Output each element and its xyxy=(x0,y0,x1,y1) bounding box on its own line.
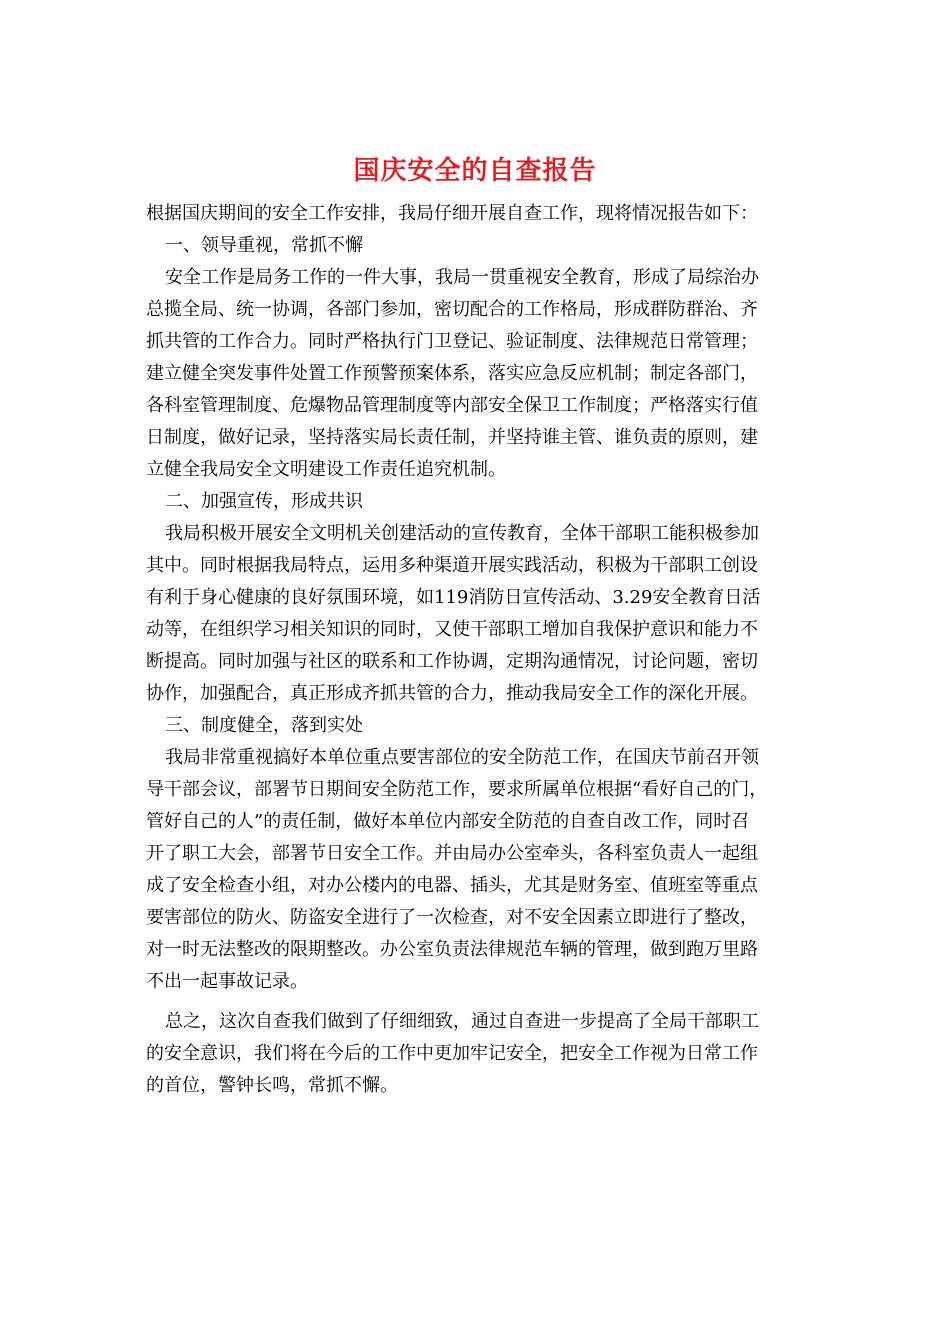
section-heading-2: 二、加强宣传，形成共识 xyxy=(165,491,363,512)
conclusion-line: 总之，这次自查我们做到了仔细细致，通过自查进一步提高了全局干部职工 xyxy=(165,1011,759,1032)
section-1-line: 建立健全突发事件处置工作预警预案体系，落实应急反应机制；制定各部门， xyxy=(146,363,758,384)
section-1-line: 日制度，做好记录，坚持落实局长责任制，并坚持谁主管、谁负责的原则，建 xyxy=(146,427,758,448)
section-2-line: 断提高。同时加强与社区的联系和工作协调，定期沟通情况，讨论问题，密切 xyxy=(146,651,758,672)
section-2-line: 我局积极开展安全文明机关创建活动的宣传教育，全体干部职工能积极参加 xyxy=(165,523,759,544)
section-heading-3: 三、制度健全，落到实处 xyxy=(165,715,363,736)
section-1-line: 立健全我局安全文明建设工作责任追究机制。 xyxy=(146,459,506,480)
section-3-line: 要害部位的防火、防盗安全进行了一次检查，对不安全因素立即进行了整改， xyxy=(146,907,758,928)
section-2-line: 有利于身心健康的良好氛围环境，如119消防日宣传活动、3.29安全教育日活 xyxy=(146,587,761,608)
conclusion-line: 的安全意识，我们将在今后的工作中更加牢记安全，把安全工作视为日常工作 xyxy=(146,1043,758,1064)
section-1-line: 各科室管理制度、危爆物品管理制度等内部安全保卫工作制度；严格落实行值 xyxy=(146,395,758,416)
paragraph-gap xyxy=(146,998,806,1006)
section-1-line: 安全工作是局务工作的一件大事，我局一贯重视安全教育，形成了局综治办 xyxy=(165,267,759,288)
document-title: 国庆安全的自查报告 xyxy=(353,156,597,186)
section-1-line: 抓共管的工作合力。同时严格执行门卫登记、验证制度、法律规范日常管理； xyxy=(146,331,758,352)
section-3-line: 导干部会议，部署节日期间安全防范工作，要求所属单位根据“看好自己的门， xyxy=(146,779,768,800)
section-3-line: 我局非常重视搞好本单位重点要害部位的安全防范工作，在国庆节前召开领 xyxy=(165,747,759,768)
section-3-line: 开了职工大会，部署节日安全工作。并由局办公室牵头，各科室负责人一起组 xyxy=(146,843,758,864)
section-2-line: 协作，加强配合，真正形成齐抓共管的合力，推动我局安全工作的深化开展。 xyxy=(146,683,758,704)
intro-paragraph: 根据国庆期间的安全工作安排，我局仔细开展自查工作，现将情况报告如下： xyxy=(146,203,758,224)
section-3-line: 不出一起事故记录。 xyxy=(146,971,308,992)
section-2-line: 动等，在组织学习相关知识的同时，又使干部职工增加自我保护意识和能力不 xyxy=(146,619,758,640)
section-3-line: 对一时无法整改的限期整改。办公室负责法律规范车辆的管理，做到跑万里路 xyxy=(146,939,758,960)
section-1-line: 总揽全局、统一协调，各部门参加，密切配合的工作格局，形成群防群治、齐 xyxy=(146,299,758,320)
conclusion-line: 的首位，警钟长鸣，常抓不懈。 xyxy=(146,1075,398,1096)
section-heading-1: 一、领导重视，常抓不懈 xyxy=(165,235,363,256)
document-body xyxy=(146,198,806,1102)
section-2-line: 其中。同时根据我局特点，运用多种渠道开展实践活动，积极为干部职工创设 xyxy=(146,555,758,576)
section-3-line: 管好自己的人”的责任制，做好本单位内部安全防范的自查自改工作，同时召 xyxy=(146,811,750,832)
section-3-line: 成了安全检查小组，对办公楼内的电器、插头，尤其是财务室、值班室等重点 xyxy=(146,875,758,896)
